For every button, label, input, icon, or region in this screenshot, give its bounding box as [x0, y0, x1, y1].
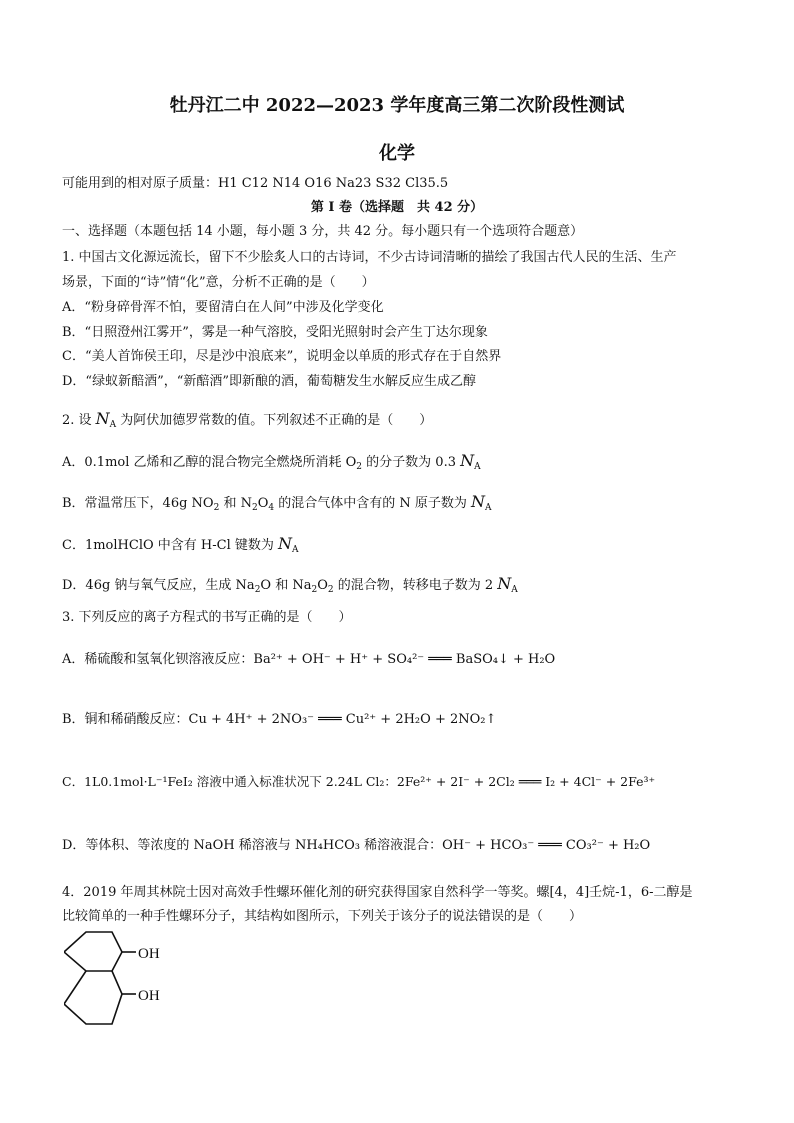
q2-d-text4: 的混合物，转移电子数为 2: [333, 578, 498, 593]
q1-option-c: C．“美人首饰侯王印，尽是沙中浪底来”，说明金以单质的形式存在于自然界: [62, 349, 502, 364]
q4-stem-line1: 4．2019 年周其林院士因对高效手性螺环催化剂的研究获得国家自然科学一等奖。螺[4，4]壬烷-1，6-二醇是: [62, 885, 693, 900]
q2-d-sub2: 2: [311, 585, 318, 595]
q3-option-a: A．稀硫酸和氢氧化钡溶液反应：Ba²⁺ + OH⁻ + H⁺ + SO₄²⁻ ═══ BaSO₄↓ + H₂O: [62, 652, 556, 667]
q1-stem-line2: 场景，下面的“诗”情“化”意，分析不正确的是（ ）: [62, 275, 375, 290]
q2-d-sub3: 2: [327, 585, 334, 595]
q2-b-sub3: 4: [268, 503, 275, 513]
section-heading: 一、选择题（本题包括 14 小题，每小题 3 分，共 42 分。每小题只有一个选项符合题意）: [62, 224, 584, 239]
na-symbol: N: [95, 409, 110, 428]
na-subscript: A: [109, 420, 117, 430]
na-subscript: A: [474, 462, 481, 472]
bottom-ring: [64, 971, 122, 1024]
q2-d-text2: O 和 Na: [260, 578, 312, 593]
oh-label-top: OH: [138, 946, 160, 962]
q3-option-b: B．铜和稀硝酸反应：Cu + 4H⁺ + 2NO₃⁻ ═══ Cu²⁺ + 2H₂O + 2NO₂↑: [62, 712, 497, 727]
q2-a-text1: A．0.1mol 乙烯和乙醇的混合物完全燃烧所消耗 O: [62, 455, 357, 470]
q1-option-b: B．“日照澄州江雾开”，雾是一种气溶胶，受阳光照射时会产生丁达尔现象: [62, 325, 488, 340]
q2-option-b: [62, 490, 492, 516]
q2-b-sub2: 2: [251, 503, 258, 513]
q2-stem: [62, 407, 432, 433]
subject-title: 化学: [379, 143, 415, 164]
q4-stem-line2: 比较简单的一种手性螺环分子，其结构如图所示，下列关于该分子的说法错误的是（ ）: [62, 909, 583, 924]
q2-option-c: [62, 532, 299, 558]
atomic-masses: 可能用到的相对原子质量：H1 C12 N14 O16 Na23 S32 Cl35.5: [62, 176, 449, 191]
q1-option-d: D．“绿蚁新醅酒”，“新醅酒”即新酿的酒，葡萄糖发生水解反应生成乙醇: [62, 374, 477, 389]
q2-option-d: [62, 572, 518, 598]
q3-option-d: D．等体积、等浓度的 NaOH 稀溶液与 NH₄HCO₃ 稀溶液混合：OH⁻ + HCO₃⁻ ═══ CO₃²⁻ + H₂O: [62, 838, 651, 853]
top-ring: [64, 932, 122, 971]
q2-c-text: C．1molHClO 中含有 H-Cl 键数为: [62, 538, 278, 553]
molecule-bonds: [64, 932, 136, 1024]
q2-b-text3: O: [257, 496, 269, 511]
na-subscript: A: [485, 503, 492, 513]
q2-d-text1: D．46g 钠与氧气反应，生成 Na: [62, 578, 255, 593]
oh-label-bottom: OH: [138, 988, 160, 1004]
q3-option-c: C．1L0.1mol·L⁻¹FeI₂ 溶液中通入标准状况下 2.24L Cl₂：2Fe²⁺ + 2I⁻ + 2Cl₂ ═══ I₂ + 4Cl⁻ + 2Fe³⁺: [62, 774, 656, 789]
na-subscript: A: [511, 585, 518, 595]
na-symbol: N: [471, 492, 486, 511]
q2-option-a: [62, 449, 481, 475]
volume-heading: 第 I 卷（选择题 共 42 分）: [310, 200, 484, 215]
q2-stem-end: 为阿伏加德罗常数的值。下列叙述不正确的是（ ）: [116, 413, 433, 428]
q2-b-text2: 和 N: [219, 496, 252, 511]
q2-d-text3: O: [317, 578, 328, 593]
spiro-nonane-diol-structure: [64, 928, 184, 1030]
na-subscript: A: [292, 545, 299, 555]
q2-a-text2: 的分子数为 0.3: [362, 455, 461, 470]
q3-stem: 3. 下列反应的离子方程式的书写正确的是（ ）: [62, 610, 352, 625]
q1-option-a: A．“粉身碎骨浑不怕，要留清白在人间”中涉及化学变化: [62, 300, 384, 315]
exam-title: 牡丹江二中 2022—2023 学年度高三第二次阶段性测试: [169, 95, 625, 116]
q2-b-sub1: 2: [213, 503, 220, 513]
q2-b-text4: 的混合气体中含有的 N 原子数为: [274, 496, 472, 511]
q2-d-sub1: 2: [254, 585, 261, 595]
q2-stem-start: 2. 设: [62, 413, 96, 428]
q1-stem-line1: 1. 中国古文化源远流长，留下不少脍炙人口的古诗词，不少古诗词清晰的描绘了我国古代人民的生活、生产: [62, 250, 677, 265]
q2-a-sub: 2: [356, 462, 363, 472]
na-symbol: N: [497, 574, 512, 593]
na-symbol: N: [460, 451, 475, 470]
q2-b-text1: B．常温常压下，46g NO: [62, 496, 214, 511]
na-symbol: N: [278, 534, 292, 553]
